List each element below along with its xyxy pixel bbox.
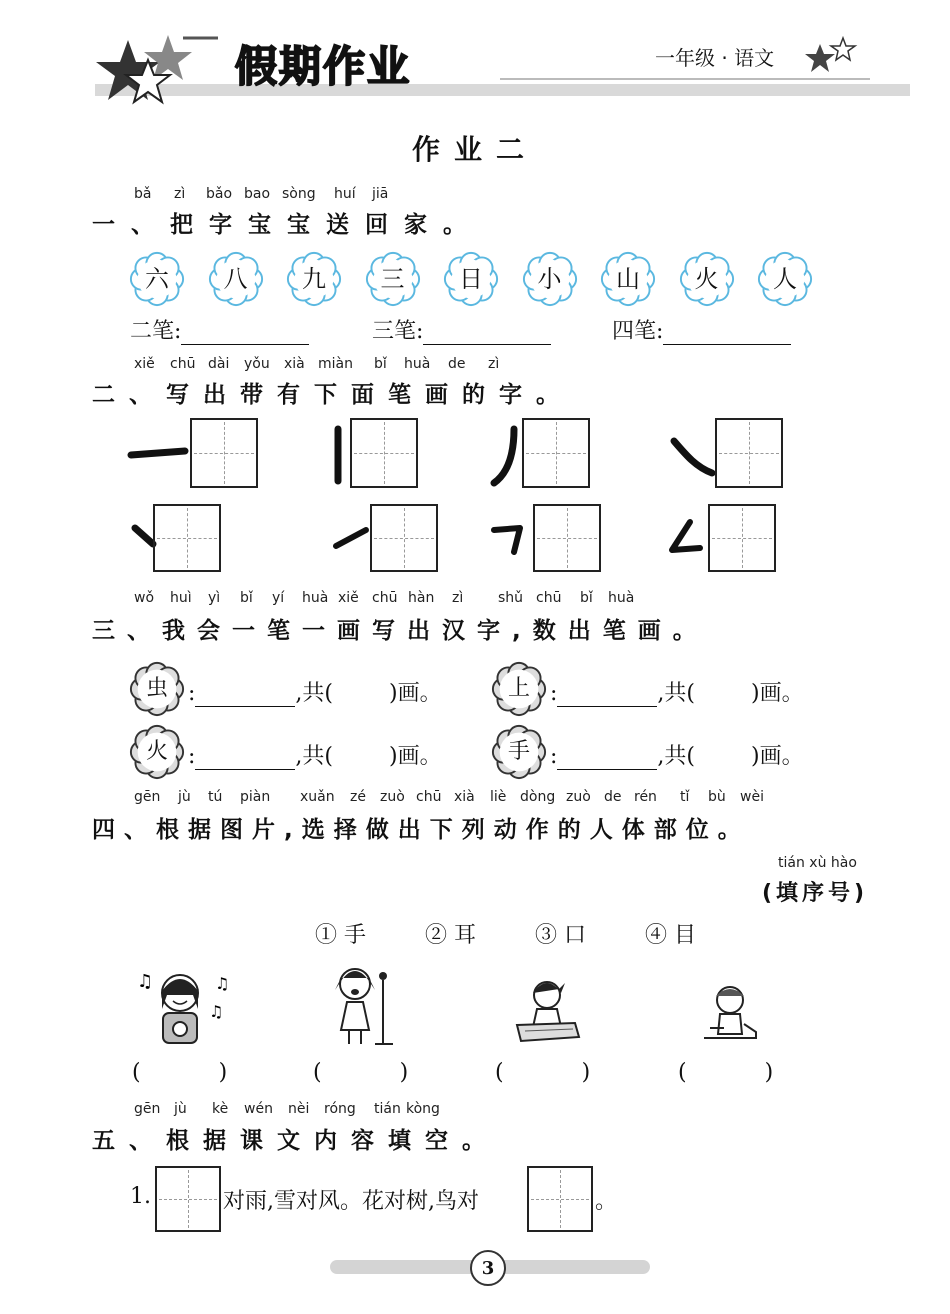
svg-text:♫: ♫	[209, 1002, 224, 1021]
section1-heading: 一、把字宝宝送回家。	[92, 212, 482, 238]
option-ear: ② 耳	[425, 923, 476, 948]
stroke-count-line: : ,共( )画。	[188, 681, 442, 706]
four-stroke-label: 四笔:	[612, 314, 791, 345]
stroke-order-blank[interactable]	[557, 769, 657, 770]
char-flower: 火	[128, 723, 186, 781]
answer-box[interactable]	[522, 418, 590, 488]
stroke-hengzhe-icon	[490, 502, 535, 572]
char-flower: 山	[599, 250, 657, 308]
char-flower: 九	[285, 250, 343, 308]
char-flower: 上	[490, 660, 548, 718]
answer-box[interactable]	[350, 418, 418, 488]
option-hand: ① 手	[315, 923, 366, 948]
stroke-count-line: : ,共( )画。	[550, 681, 804, 706]
stroke-na-icon	[668, 415, 718, 495]
fill-box-2[interactable]	[527, 1166, 593, 1232]
char-flower: 手	[490, 723, 548, 781]
stroke-count-line: : ,共( )画。	[550, 744, 804, 769]
header-subtitle: 一年级 · 语文	[655, 46, 775, 70]
section5-heading: 五、根据课文内容填空。	[92, 1128, 499, 1154]
char-flower: 八	[207, 250, 265, 308]
section3-heading: 三、我会一笔一画写出汉字,数出笔画。	[92, 618, 708, 644]
fill-box-1[interactable]	[155, 1166, 221, 1232]
page-number: 3	[470, 1250, 506, 1286]
header-title: 假期作业	[235, 42, 412, 91]
stroke-order-blank[interactable]	[195, 706, 295, 707]
char-flower: 三	[364, 250, 422, 308]
answer-box[interactable]	[370, 504, 438, 572]
boy-writing-picture	[700, 980, 760, 1050]
small-stars-icon	[805, 36, 860, 76]
note-pinyin: tián xù hào	[778, 855, 857, 871]
stroke-count-line: : ,共( )画。	[188, 744, 442, 769]
three-stroke-blank[interactable]	[423, 344, 551, 345]
answer-box[interactable]	[708, 504, 776, 572]
answer-box[interactable]	[190, 418, 258, 488]
stroke-pie-icon	[486, 415, 526, 495]
stroke-heng-icon	[125, 415, 195, 495]
option-eye: ④ 目	[645, 923, 696, 948]
girl-reading-picture	[515, 975, 585, 1050]
char-flower: 虫	[128, 660, 186, 718]
svg-text:♫: ♫	[137, 971, 154, 992]
girl-singing-picture	[325, 962, 405, 1050]
page-title: 作业二	[411, 133, 538, 166]
three-stroke-label: 三笔:	[372, 314, 551, 345]
stroke-order-blank[interactable]	[195, 769, 295, 770]
char-flower: 六	[128, 250, 186, 308]
answer-box[interactable]	[715, 418, 783, 488]
stroke-ti-icon	[330, 502, 375, 572]
answer-paren-1[interactable]: ( )	[132, 1060, 228, 1085]
two-stroke-label: 二笔:	[130, 314, 309, 345]
stroke-order-blank[interactable]	[557, 706, 657, 707]
answer-box[interactable]	[153, 504, 221, 572]
char-flower: 日	[442, 250, 500, 308]
line1-number: 1.	[130, 1184, 151, 1209]
section4-heading: 四、根据图片,选择做出下列动作的人体部位。	[92, 817, 750, 843]
char-flower: 火	[678, 250, 736, 308]
stroke-piedian-icon	[664, 502, 709, 572]
answer-box[interactable]	[533, 504, 601, 572]
svg-text:♫: ♫	[215, 974, 230, 993]
char-flower: 小	[521, 250, 579, 308]
fill-number-note: (填序号)	[762, 881, 869, 906]
star-logo-icon	[88, 30, 228, 115]
char-flower: 人	[756, 250, 814, 308]
line1-end: 。	[595, 1189, 618, 1214]
header-line	[500, 78, 870, 80]
answer-paren-3[interactable]: ( )	[495, 1060, 591, 1085]
girl-listening-music-picture	[135, 965, 235, 1050]
answer-paren-2[interactable]: ( )	[313, 1060, 409, 1085]
answer-paren-4[interactable]: ( )	[678, 1060, 774, 1085]
line1-text: 对雨,雪对风。花对树,鸟对	[223, 1189, 479, 1214]
four-stroke-blank[interactable]	[663, 344, 791, 345]
option-mouth: ③ 口	[535, 923, 586, 948]
two-stroke-blank[interactable]	[181, 344, 309, 345]
section2-heading: 二、写出带有下面笔画的字。	[92, 382, 573, 408]
